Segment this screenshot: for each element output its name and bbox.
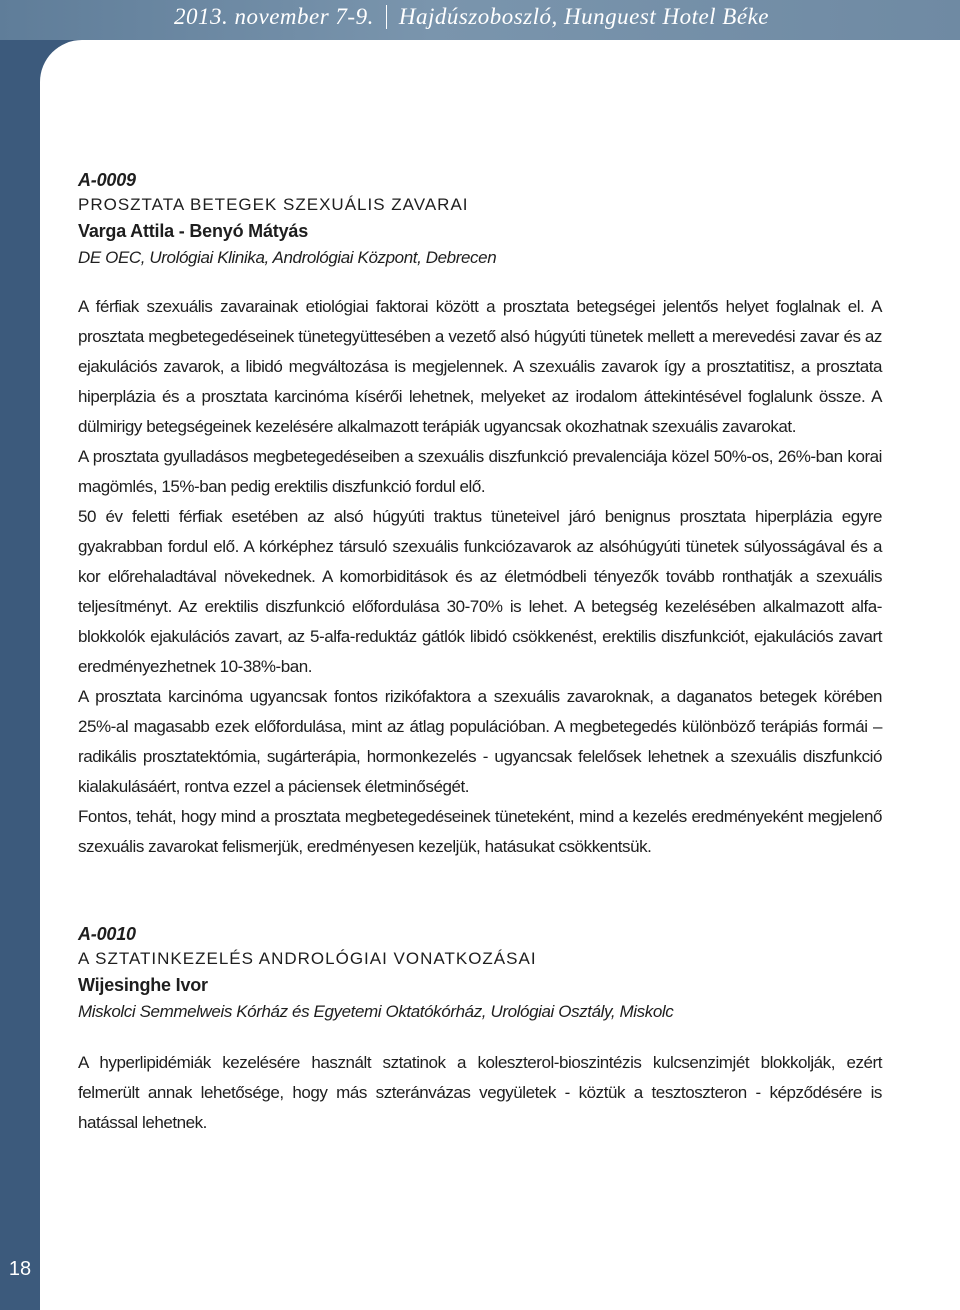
abstract-paragraph: A prosztata karcinóma ugyancsak fontos rizikófaktora a szexuális zavaroknak, a daganatos betegek körében 25%-al magasabb ezek előfordulása, mint az átlag populációban. A megbetegedés különböző terápiás formái – radikális prosztatektómia, sugárterápia, hormonkezelés - ugyancsak felelősek lehetnek a szexuális diszfunkció kialakulásáért, rontva ezzel a páciensek életminőségét. [78,687,882,796]
abstract-paragraph: Fontos, tehát, hogy mind a prosztata megbetegedéseinek tüneteként, mind a kezelés eredményeként megjelenő szexuális zavarokat felismerjük, eredményesen kezeljük, hatásukat csökkentsük. [78,807,882,856]
abstract-affiliation: DE OEC, Urológiai Klinika, Andrológiai Központ, Debrecen [78,248,497,267]
content-panel [40,40,960,1310]
page-number: 18 [8,1258,32,1280]
abstract-id: A-0009 [78,170,136,190]
running-header [174,4,769,30]
abstract-paragraph: A férfiak szexuális zavarainak etiológiai faktorai között a prosztata betegségei jelentős helyet foglalnak el. A prosztata megbetegedéseinek tünetegyüttesében a vezető alsó húgyúti tünetek mellett a merevedési zavar és az ejakulációs zavarok, a libidó megváltozása is megjelennek. A szexuális zavarok így a prosztatitisz, a prosztata hiperplázia és a prosztata karcinóma kísérői lehetnek, melyeket az irodalom áttekintésével foglalunk össze. A dülmirigy betegségeinek kezelésére alkalmazott terápiák ugyancsak okozhatnak szexuális zavarokat. [78,297,882,436]
abstract-title: A SZTATINKEZELÉS ANDROLÓGIAI VONATKOZÁSAI [78,949,537,968]
header-date: 2013. november 7-9. [174,4,374,29]
header-separator [386,5,387,29]
header-location: Hajdúszoboszló, Hunguest Hotel Béke [398,4,769,29]
abstract-paragraph: A hyperlipidémiák kezelésére használt sztatinok a koleszterol-bioszintézis kulcsenzimjét blokkolják, ezért felmerült annak lehetősége, hogy más szteránvázas vegyületek - köztük a tesztoszteron - képződésére is hatással lehetnek. [78,1053,882,1132]
abstract-paragraph: 50 év feletti férfiak esetében az alsó húgyúti traktus tüneteivel járó benignus prosztata hiperplázia egyre gyakrabban fordul elő. A kórképhez társuló szexuális funkciózavarok az alsóhúgyúti tünetek súlyosságával és a kor előrehaladtával növekednek. A komorbiditások és az életmódbeli tényezők tovább ronthatják a szexuális teljesítményt. Az erektilis diszfunkció előfordulása 30-70% is lehet. A betegség kezelésében alkalmazott alfa-blokkolók ejakulációs zavart, az 5-alfa-reduktáz gátlók libidó csökkenést, erektilis diszfunkciót, ejakulációs zavart eredményezhetnek 10-38%-ban. [78,507,882,676]
abstracts-column [78,168,882,1138]
header-band [0,0,960,40]
abstract-paragraph: A prosztata gyulladásos megbetegedéseiben a szexuális diszfunkció prevalenciája közel 50%-os, 26%-ban korai magömlés, 15%-ban pedig erektilis diszfunkció fordul elő. [78,447,882,496]
abstract-affiliation: Miskolci Semmelweis Kórház és Egyetemi Oktatókórház, Urológiai Osztály, Miskolc [78,1002,674,1021]
abstract [78,922,882,1138]
abstract-authors: Wijesinghe Ivor [78,975,208,995]
abstract-id: A-0010 [78,924,136,944]
abstract-body [78,1048,882,1138]
abstract-authors: Varga Attila - Benyó Mátyás [78,221,309,241]
abstract [78,168,882,862]
abstract-body [78,292,882,862]
abstract-title: PROSZTATA BETEGEK SZEXUÁLIS ZAVARAI [78,195,469,214]
